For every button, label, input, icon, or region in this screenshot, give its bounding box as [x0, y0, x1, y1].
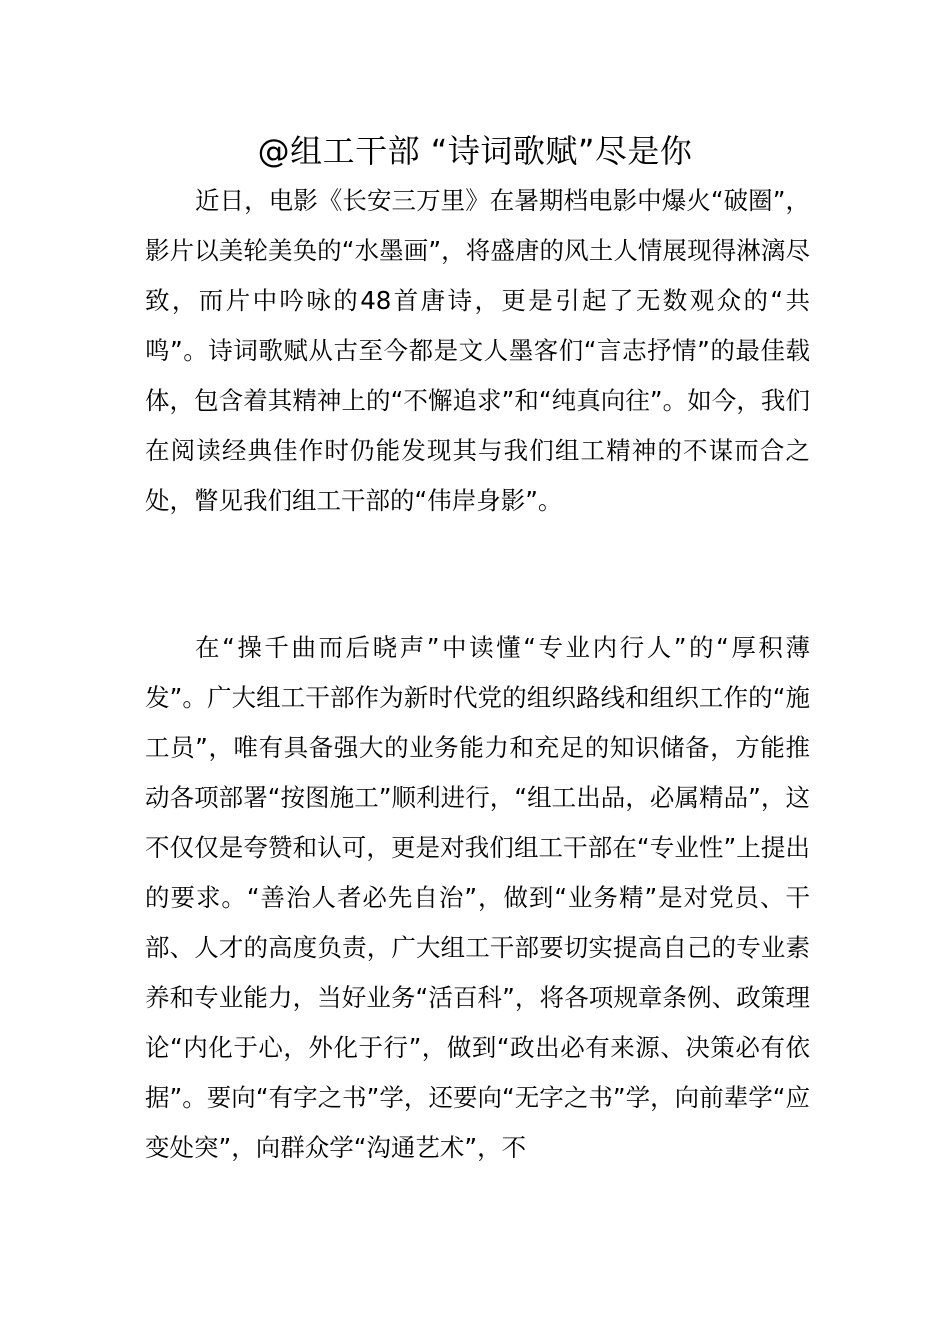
paragraph-professional: 在“操千曲而后晓声”中读懂“专业内行人”的“厚积薄发”。广大组工干部作为新时代党的组织路线和组织工作的“施工员”，唯有具备强大的业务能力和充足的知识储备，方能推动各项部署“按图施工”顺利进行，“组工出品，必属精品”，这不仅仅是夸赞和认可，更是对我们组工干部在“专业性”上提出的要求。“善治人者必先自治”，做到“业务精”是对党员、干部、人才的高度负责，广大组工干部要切实提高自己的专业素养和专业能力，当好业务“活百科”，将各项规章条例、政策理论“内化于心，外化于行”，做到“政出必有来源、决策必有依据”。要向“有字之书”学，还要向“无字之书”学，向前辈学“应变处突”，向群众学“沟通艺术”，不 — [145, 633, 810, 1162]
paragraph-intro: 近日，电影《长安三万里》在暑期档电影中爆火“破圈”，影片以美轮美奂的“水墨画”，将盛唐的风土人情展现得淋漓尽致，而片中吟咏的48首唐诗，更是引起了无数观众的“共鸣”。诗词歌赋从古至今都是文人墨客们“言志抒情”的最佳载体，包含着其精神上的“不懈追求”和“纯真向往”。如今，我们在阅读经典佳作时仍能发现其与我们组工精神的不谋而合之处，瞥见我们组工干部的“伟岸身影”。 — [145, 186, 810, 515]
document-title: @组工干部 “诗词歌赋”尽是你 — [257, 132, 693, 170]
